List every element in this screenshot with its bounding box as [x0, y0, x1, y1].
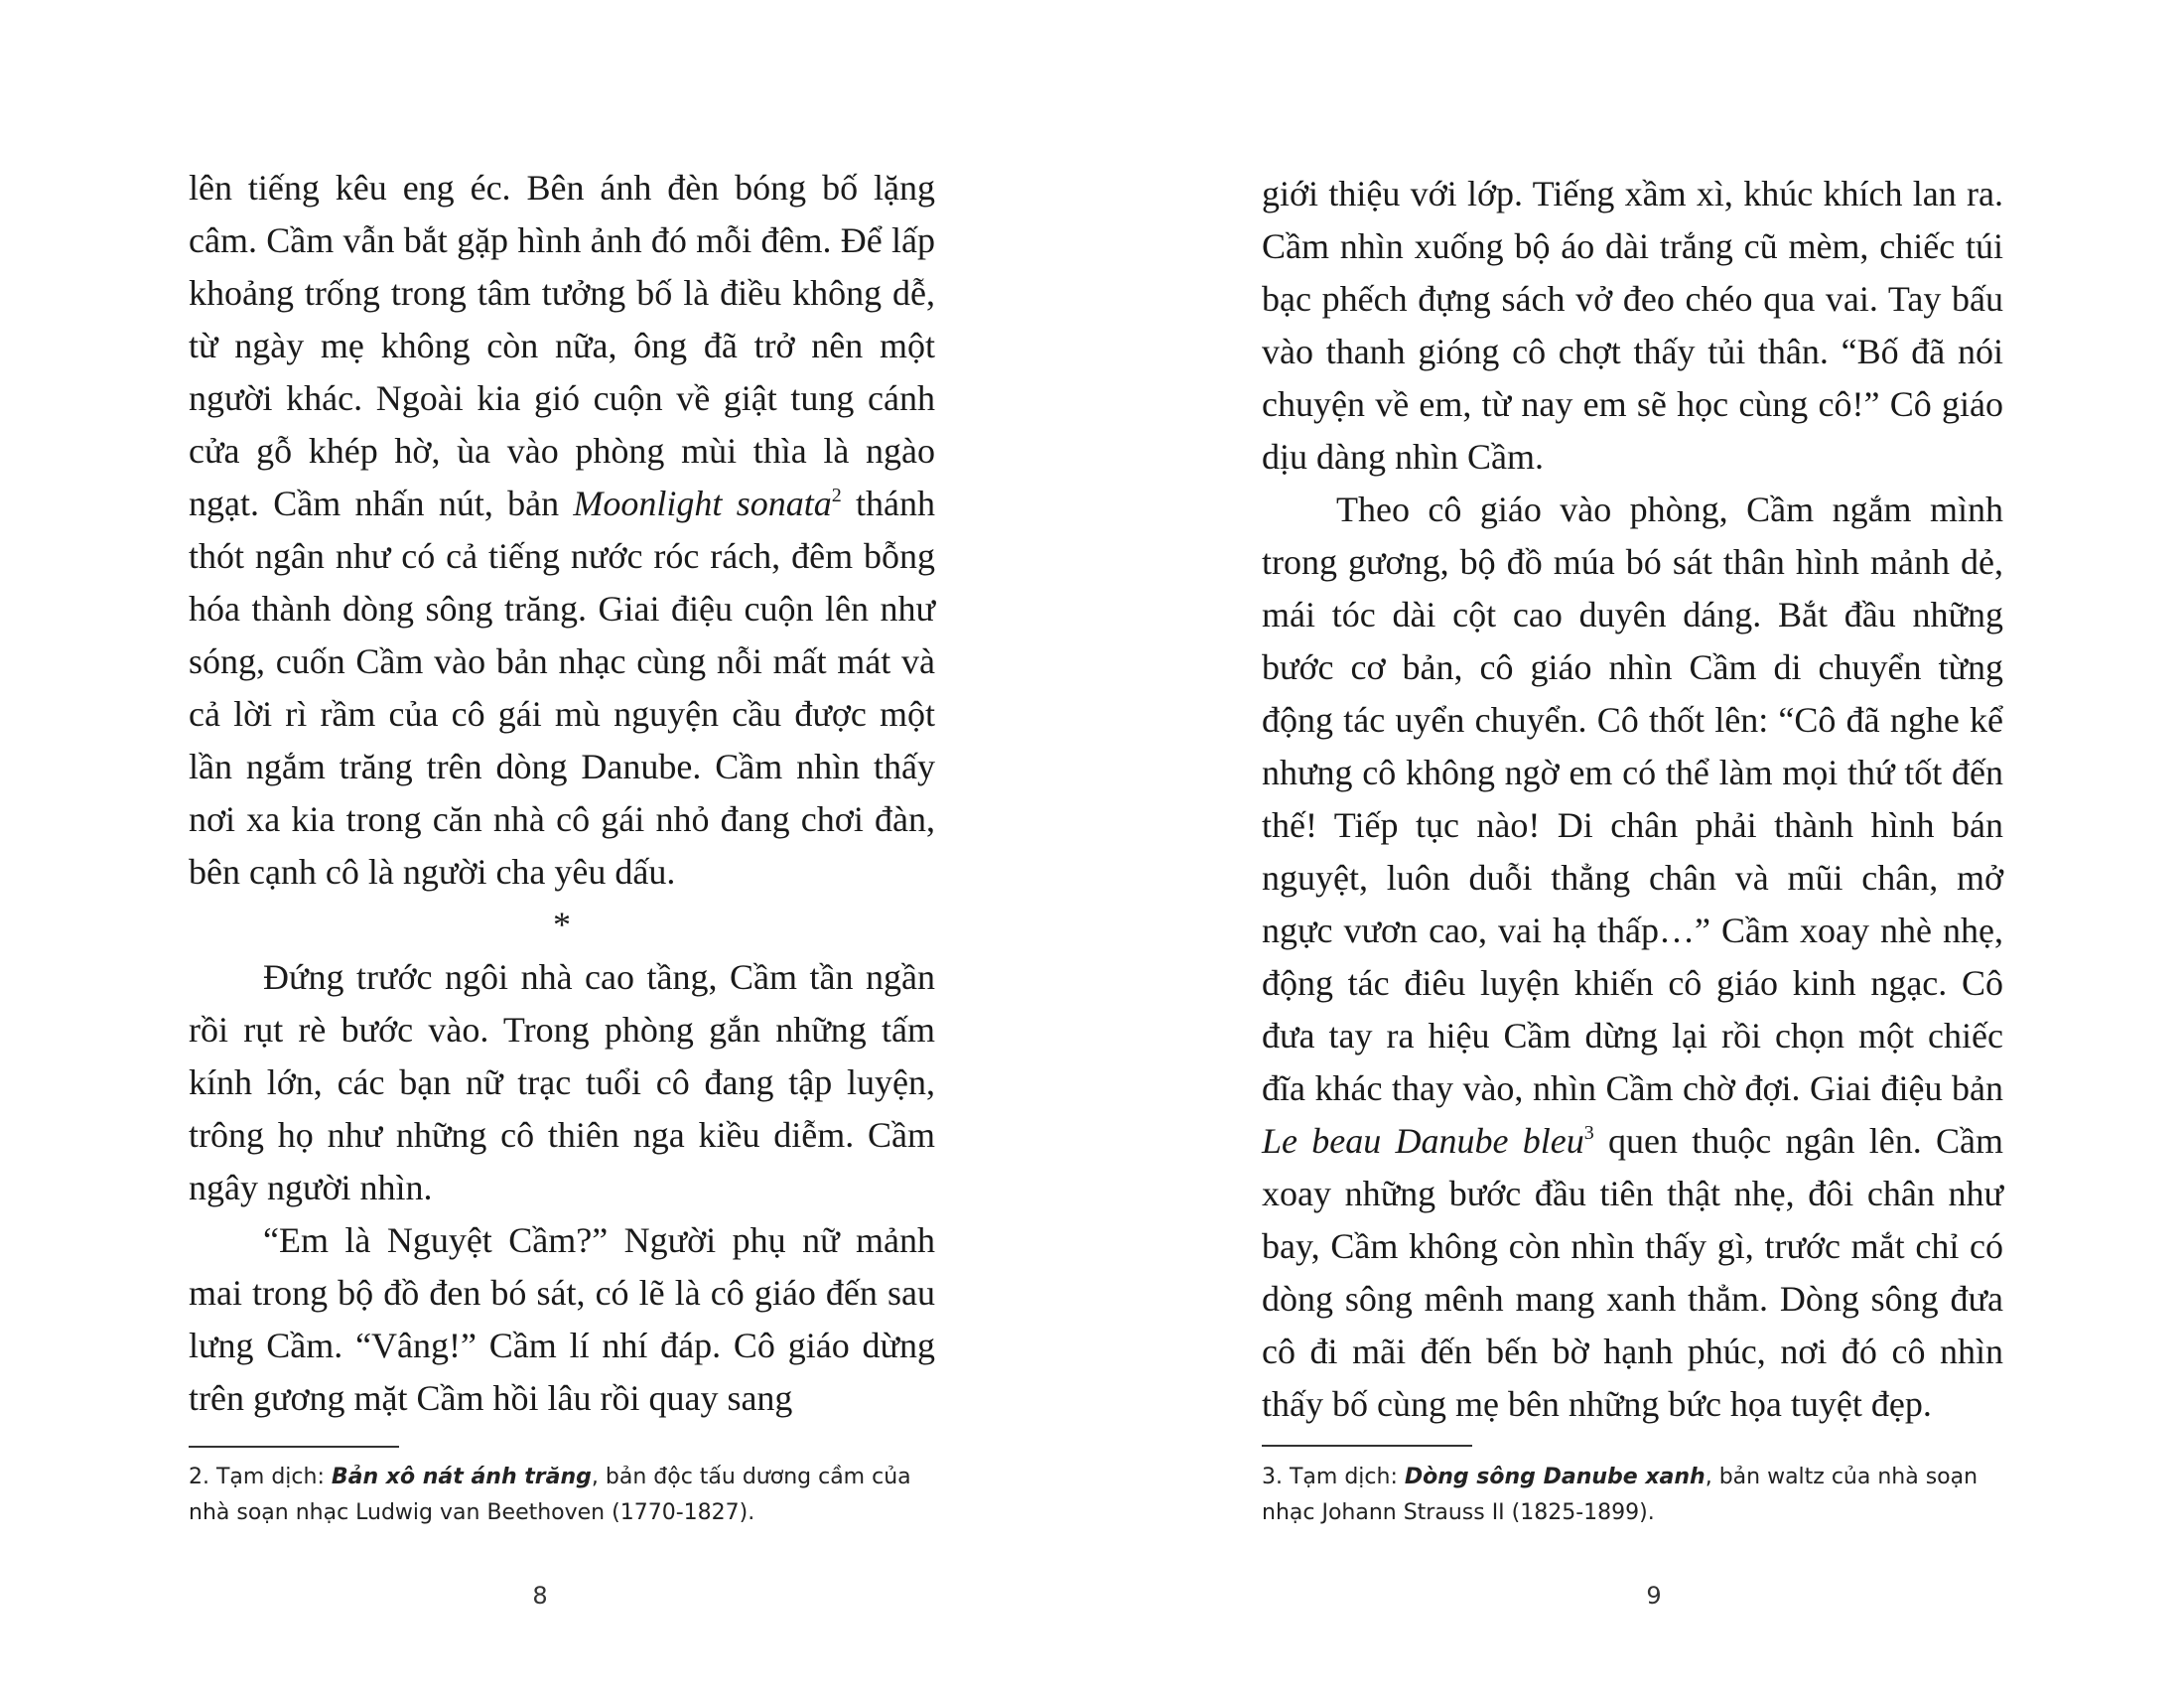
paragraph: Đứng trước ngôi nhà cao tầng, Cầm tần ngần rồi rụt rè bước vào. Trong phòng gắn những tấm kính lớn, các bạn nữ trạc tuổi cô đang tập luyện, trông họ như những cô thiên nga kiều diễm. Cầm ngây người nhìn. — [189, 957, 935, 1207]
page-number: 9 — [1646, 1582, 1662, 1610]
footnote-divider — [189, 1446, 399, 1448]
footnote: 3. Tạm dịch: Dòng sông Danube xanh, bản waltz của nhà soạn nhạc Johann Strauss II (1825-1899). — [1262, 1465, 1979, 1525]
body-text — [1262, 168, 2003, 1431]
paragraph: lên tiếng kêu eng éc. Bên ánh đèn bóng bố lặng câm. Cầm vẫn bắt gặp hình ảnh đó mỗi đêm. Để lấp khoảng trống trong tâm tưởng bố là điều không dễ, từ ngày mẹ không còn nữa, ông đã trở nên một người khác. Ngoài kia gió cuộn về giật tung cánh cửa gỗ khép hờ, ùa vào phòng mùi thìa là ngào ngạt. Cầm nhấn nút, bản Moonlight sonata$^2$ thánh thót ngân như có cả tiếng nước róc rách, đêm bỗng hóa thành dòng sông trăng. Giai điệu cuộn lên như sóng, cuốn Cầm vào bản nhạc cùng nỗi mất mát và cả lời rì rầm của cô gái mù nguyện cầu được một lần ngắm trăng trên dòng Danube. Cầm nhìn thấy nơi xa kia trong căn nhà cô gái nhỏ đang chơi đàn, bên cạnh cô là người cha yêu dấu. — [189, 168, 935, 892]
paragraph: “Em là Nguyệt Cầm?” Người phụ nữ mảnh mai trong bộ đồ đen bó sát, có lẽ là cô giáo đến sau lưng Cầm. “Vâng!” Cầm lí nhí đáp. Cô giáo dừng trên gương mặt Cầm hồi lâu rồi quay sang — [189, 1220, 935, 1418]
footnote: 2. Tạm dịch: Bản xô nát ánh trăng, bản độc tấu dương cầm của nhà soạn nhạc Ludwig van Beethoven (1770-1827). — [189, 1465, 911, 1525]
body-text — [189, 162, 935, 1425]
paragraph: Theo cô giáo vào phòng, Cầm ngắm mình trong gương, bộ đồ múa bó sát thân hình mảnh dẻ, mái tóc dài cột cao duyên dáng. Bắt đầu những bước cơ bản, cô giáo nhìn Cầm di chuyển từng động tác uyển chuyển. Cô thốt lên: “Cô đã nghe kể nhưng cô không ngờ em có thể làm mọi thứ tốt đến thế! Tiếp tục nào! Di chân phải thành hình bán nguyệt, luôn duỗi thẳng chân và mũi chân, mở ngực vươn cao, vai hạ thấp…” Cầm xoay nhè nhẹ, động tác điêu luyện khiến cô giáo kinh ngạc. Cô đưa tay ra hiệu Cầm dừng lại rồi chọn một chiếc đĩa khác thay vào, nhìn Cầm chờ đợi. Giai điệu bản Le beau Danube bleu$^3$ quen thuộc ngân lên. Cầm xoay những bước đầu tiên thật nhẹ, đôi chân như bay, Cầm không còn nhìn thấy gì, trước mắt chỉ có dòng sông mênh mang xanh thẳm. Dòng sông đưa cô đi mãi đến bến bờ hạnh phúc, nơi đó cô nhìn thấy bố cùng mẹ bên những bức họa tuyệt đẹp. — [1262, 490, 2003, 1424]
paragraph: giới thiệu với lớp. Tiếng xầm xì, khúc khích lan ra. Cầm nhìn xuống bộ áo dài trắng cũ mèm, chiếc túi bạc phếch đựng sách vở đeo chéo qua vai. Tay bấu vào thanh gióng cô chợt thấy tủi thân. “Bố đã nói chuyện về em, từ nay em sẽ học cùng cô!” Cô giáo dịu dàng nhìn Cầm. — [1262, 174, 2003, 477]
footnote-divider — [1262, 1445, 1472, 1447]
section-break: * — [553, 905, 571, 944]
page-number: 8 — [532, 1582, 548, 1610]
right-page — [1092, 0, 2184, 1688]
